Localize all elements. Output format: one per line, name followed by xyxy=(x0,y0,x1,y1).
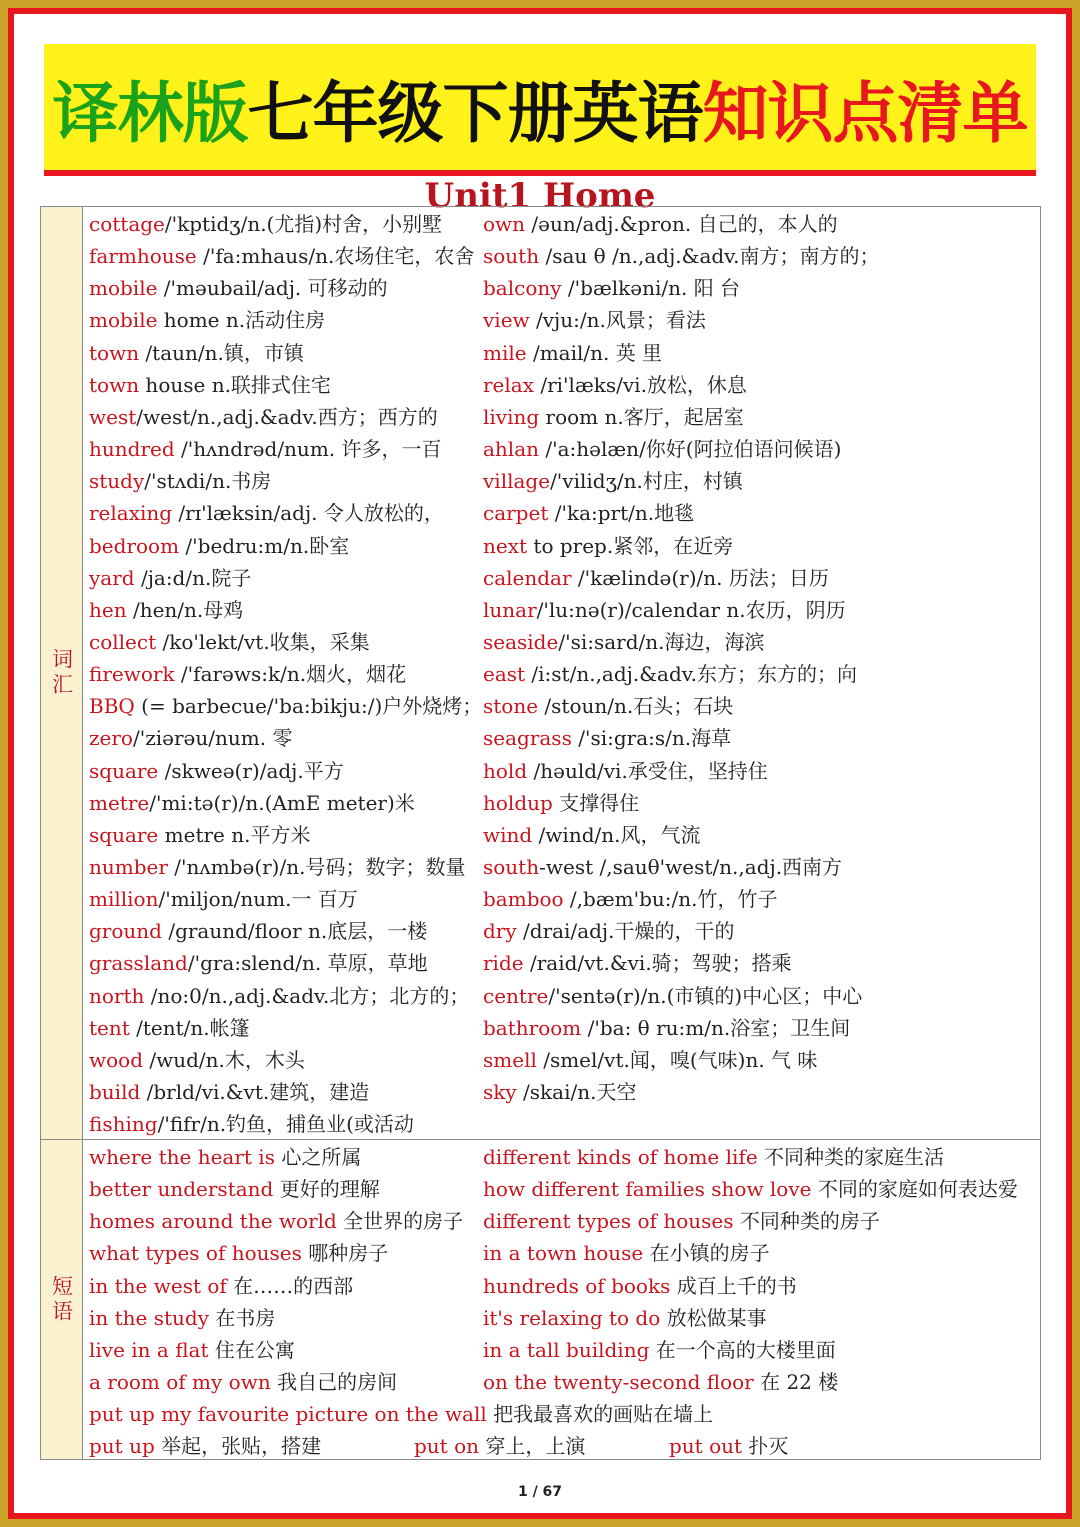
vocab-entry xyxy=(483,370,747,400)
phrase-entry-definition: 把我最喜欢的画贴在墙上 xyxy=(486,1402,714,1427)
vocab-entry-definition: to prep.紧邻，在近旁 xyxy=(527,533,734,558)
vocab-entry xyxy=(483,981,862,1011)
vocab-entry xyxy=(483,531,733,561)
vocab-section-label xyxy=(40,206,83,1140)
phrase-entry xyxy=(669,1431,788,1461)
vocab-entry-term: view xyxy=(483,308,530,333)
vocab-entry-term: balcony xyxy=(483,276,562,301)
phrase-entry-term: hundreds of books xyxy=(483,1273,671,1298)
vocab-entry-term: north xyxy=(89,983,145,1008)
phrase-section xyxy=(83,1139,1041,1460)
vocab-entry xyxy=(89,531,349,561)
vocab-entry-definition: /həuld/vi.承受住，坚持住 xyxy=(527,758,768,783)
phrase-entry-term: different kinds of home life xyxy=(483,1145,758,1169)
vocab-entry-definition: /,bæm'bu:/n.竹，竹子 xyxy=(563,887,778,912)
vocab-entry xyxy=(89,659,406,689)
vocab-entry xyxy=(89,466,271,496)
phrase-entry xyxy=(89,1431,321,1461)
vocab-entry-definition: /raid/vt.&vi.骑；驾驶；搭乘 xyxy=(523,951,792,976)
vocab-entry xyxy=(483,338,662,368)
vocab-entry-term: ahlan xyxy=(483,437,540,462)
page-number: 1 / 67 xyxy=(517,1484,563,1500)
vocab-entry xyxy=(89,691,482,721)
vocab-entry-definition: metre n.平方米 xyxy=(158,822,311,847)
vocab-entry-term: firework xyxy=(89,662,175,687)
vocab-entry-term: mobile xyxy=(89,308,158,333)
vocab-entry-definition: /rɪ'læksin/adj. 令人放松的， xyxy=(172,501,444,526)
vocab-entry-definition: /hen/n.母鸡 xyxy=(126,597,244,622)
vocab-entry xyxy=(89,627,370,657)
vocab-entry xyxy=(483,595,846,625)
phrase-entry xyxy=(483,1303,767,1333)
vocab-entry-definition: /vju:/n.风景；看法 xyxy=(529,308,706,333)
vocab-entry xyxy=(483,884,778,914)
vocab-entry-term: grassland xyxy=(89,951,188,976)
phrase-entry-term: how different families show love xyxy=(483,1177,812,1202)
vocab-entry-definition: /'hʌndrəd/num. 许多，一百 xyxy=(174,437,442,462)
vocab-entry-definition: /stoun/n.石头；石块 xyxy=(538,694,734,719)
phrase-entry-term: where the heart is xyxy=(89,1145,275,1169)
phrase-entry-definition: 成百上千的书 xyxy=(670,1273,797,1298)
vocab-entry-definition: /'sentə(r)/n.(市镇的)中心区；中心 xyxy=(548,983,863,1008)
vocab-entry-term: bedroom xyxy=(89,533,180,558)
phrase-entry xyxy=(483,1206,880,1236)
phrase-entry-term: in a town house xyxy=(483,1241,644,1266)
vocab-entry-definition: /sau θ /n.,adj.&adv.南方；南方的； xyxy=(539,244,880,269)
vocab-entry xyxy=(483,948,792,978)
vocab-entry-definition: /'farəws:k/n.烟火，烟花 xyxy=(174,662,407,687)
phrase-entry-term: live in a flat xyxy=(89,1337,209,1362)
vocab-entry xyxy=(89,820,310,850)
vocab-entry-term: cottage xyxy=(89,212,165,236)
vocab-entry xyxy=(483,691,733,721)
phrase-entry-definition: 举起，张贴，搭建 xyxy=(154,1434,322,1459)
vocab-entry xyxy=(89,434,442,464)
phrase-entry xyxy=(483,1142,944,1172)
vocab-entry-definition: /'ka:prt/n.地毯 xyxy=(548,501,695,526)
vocab-entry-definition: /'gra:slend/n. 草原，草地 xyxy=(187,951,428,976)
vocab-entry-definition: /drai/adj.干燥的，干的 xyxy=(516,919,735,944)
vocab-entry-term: town xyxy=(89,340,140,365)
vocab-entry xyxy=(89,884,358,914)
title-part-grade: 七年级下册英语 xyxy=(247,74,703,152)
vocab-entry-term: own xyxy=(483,212,526,236)
vocab-entry xyxy=(89,563,251,593)
vocab-entry-definition: /'ziərəu/num. 零 xyxy=(132,726,293,751)
title-banner xyxy=(44,44,1036,176)
vocab-entry xyxy=(89,723,292,753)
phrase-entry-definition: 在小镇的房子 xyxy=(643,1241,770,1266)
vocab-entry-definition: /'fifr/n.钓鱼，捕鱼业(或活动 xyxy=(157,1112,414,1137)
vocab-entry-definition: /'fa:mhaus/n.农场住宅，农舍 xyxy=(196,244,475,269)
vocab-entry-term: million xyxy=(89,887,159,912)
vocab-entry xyxy=(89,1077,369,1107)
phrase-entry xyxy=(89,1367,397,1397)
vocab-entry-term: farmhouse xyxy=(89,244,197,269)
phrase-entry-definition: 不同种类的房子 xyxy=(733,1209,880,1234)
vocab-entry-term: mile xyxy=(483,340,527,365)
phrase-entry-definition: 穿上，上演 xyxy=(479,1434,586,1459)
vocab-entry-term: build xyxy=(89,1080,141,1105)
phrase-entry-term: in the west of xyxy=(89,1273,227,1298)
vocab-entry-term: town xyxy=(89,372,140,397)
phrase-entry-definition: 不同的家庭如何表达爱 xyxy=(811,1177,1018,1202)
vocab-entry xyxy=(483,627,765,657)
vocab-entry-term: relaxing xyxy=(89,501,173,526)
vocab-entry-term: living xyxy=(483,404,540,429)
vocab-entry xyxy=(89,498,444,528)
vocab-entry-definition: /taun/n.镇，市镇 xyxy=(139,340,304,365)
phrase-entry xyxy=(483,1238,770,1268)
vocab-entry xyxy=(89,1013,250,1043)
vocab-entry xyxy=(89,402,438,432)
vocab-entry-definition: /'lu:nə(r)/calendar n.农历，阴历 xyxy=(536,597,846,622)
vocab-entry-term: next xyxy=(483,533,528,558)
vocab-entry-definition: /'vilidʒ/n.村庄，村镇 xyxy=(550,469,743,494)
vocab-entry-term: centre xyxy=(483,983,549,1008)
phrase-entry-definition: 在……的西部 xyxy=(226,1273,354,1298)
vocab-entry-definition: /west/n.,adj.&adv.西方；西方的 xyxy=(136,404,438,429)
phrase-entry xyxy=(89,1399,713,1429)
vocab-entry xyxy=(483,466,743,496)
vocab-entry xyxy=(89,273,388,303)
vocab-entry-definition: /'bedru:m/n.卧室 xyxy=(179,533,350,558)
phrase-entry-term: a room of my own xyxy=(89,1370,271,1395)
vocab-entry-definition: /'məubail/adj. 可移动的 xyxy=(157,276,388,301)
vocab-entry-definition: (= barbecue/'ba:bikju:/)户外烧烤； xyxy=(134,694,483,719)
vocab-entry-definition: /smel/vt.闻，嗅(气味)n. 气 味 xyxy=(536,1047,818,1072)
vocab-entry-term: lunar xyxy=(483,597,537,622)
phrase-entry-definition: 不同种类的家庭生活 xyxy=(757,1145,945,1169)
vocab-entry-term: zero xyxy=(89,726,133,751)
vocab-entry xyxy=(89,1045,305,1075)
vocab-entry-definition: /skweə(r)/adj.平方 xyxy=(158,758,344,783)
vocab-entry xyxy=(89,241,474,271)
phrase-entry-term: put up xyxy=(89,1434,155,1459)
vocab-entry-term: number xyxy=(89,855,168,879)
vocab-entry-term: seagrass xyxy=(483,726,572,751)
vocab-entry-definition: /wind/n.风，气流 xyxy=(532,822,701,847)
phrase-entry xyxy=(414,1431,585,1461)
vocab-entry xyxy=(89,595,243,625)
vocab-entry-definition: /'nʌmbə(r)/n.号码；数字；数量 xyxy=(167,855,466,879)
vocab-entry xyxy=(89,981,469,1011)
phrase-entry-term: better understand xyxy=(89,1177,274,1202)
vocab-entry-definition: /'a:həlæn/你好(阿拉伯语问候语) xyxy=(539,437,842,462)
vocab-entry-term: bathroom xyxy=(483,1015,582,1040)
vocab-section xyxy=(83,206,1041,1140)
vocab-entry-definition: /'si:gra:s/n.海草 xyxy=(571,726,732,751)
vocab-entry-definition: /'bælkəni/n. 阳 台 xyxy=(561,276,741,301)
phrase-entry-term: on the twenty-second floor xyxy=(483,1370,754,1395)
vocab-entry-definition: house n.联排式住宅 xyxy=(139,372,331,397)
phrase-entry-definition: 在书房 xyxy=(209,1305,276,1330)
vocab-entry xyxy=(89,370,331,400)
document-page xyxy=(14,14,1066,1513)
vocab-entry-definition: /no:0/n.,adj.&adv.北方；北方的； xyxy=(144,983,470,1008)
vocab-entry-term: square xyxy=(89,822,159,847)
phrase-entry-definition: 全世界的房子 xyxy=(336,1209,464,1234)
phrase-entry-term: put up my favourite picture on the wall xyxy=(89,1402,487,1427)
vocab-entry xyxy=(483,273,740,303)
phrase-section-label xyxy=(40,1139,83,1460)
title-part-publisher: 译林版 xyxy=(52,74,248,152)
vocab-entry-definition: /'stʌdi/n.书房 xyxy=(144,469,272,494)
vocab-entry xyxy=(89,1109,414,1139)
vocab-entry-definition: /'si:sard/n.海边，海滨 xyxy=(558,629,765,654)
vocab-entry xyxy=(89,916,427,946)
vocab-entry-term: village xyxy=(483,469,551,494)
vocab-entry-definition: /'kptidʒ/n.(尤指)村舍，小别墅 xyxy=(164,212,443,236)
vocab-entry-definition: /'mi:tə(r)/n.(AmE meter)米 xyxy=(149,790,415,815)
phrase-entry xyxy=(89,1238,388,1268)
phrase-label-text: 短语 xyxy=(49,1274,74,1325)
vocab-entry-term: BBQ xyxy=(89,694,135,719)
vocab-entry xyxy=(483,209,838,239)
vocab-entry-definition: /'ba: θ ru:m/n.浴室；卫生间 xyxy=(581,1015,851,1040)
vocab-entry-term: sky xyxy=(483,1080,517,1105)
phrase-entry-term: put out xyxy=(669,1434,743,1459)
phrase-entry-definition: 哪种房子 xyxy=(301,1241,389,1266)
vocab-entry-term: ride xyxy=(483,951,524,976)
vocab-entry-definition: /əun/adj.&pron. 自己的，本人的 xyxy=(525,212,838,236)
vocab-entry-term: hen xyxy=(89,597,127,622)
phrase-entry-term: in a tall building xyxy=(483,1337,650,1362)
phrase-entry-term: put on xyxy=(414,1434,479,1459)
vocab-entry xyxy=(483,916,734,946)
vocab-entry-definition: /i:st/n.,adj.&adv.东方；东方的；向 xyxy=(525,662,858,687)
vocab-entry xyxy=(483,1013,850,1043)
vocab-entry xyxy=(89,209,442,239)
vocab-entry-term: metre xyxy=(89,790,150,815)
title-part-checklist: 知识点清单 xyxy=(702,74,1028,152)
phrase-entry-definition: 我自己的房间 xyxy=(270,1370,398,1395)
phrase-entry xyxy=(89,1206,463,1236)
phrase-entry-term: homes around the world xyxy=(89,1209,337,1234)
vocab-entry-term: dry xyxy=(483,919,517,944)
vocab-entry xyxy=(483,659,857,689)
vocab-entry-term: mobile xyxy=(89,276,158,301)
vocab-entry-definition: /brld/vi.&vt.建筑，建造 xyxy=(140,1080,370,1105)
vocab-entry-term: hundred xyxy=(89,437,175,462)
vocab-entry-definition: /ri'læks/vi.放松，休息 xyxy=(534,372,747,397)
vocab-entry-definition: /skai/n.天空 xyxy=(516,1080,637,1105)
phrase-entry-definition: 住在公寓 xyxy=(208,1337,295,1362)
vocab-entry-term: hold xyxy=(483,758,528,783)
vocab-entry-term: tent xyxy=(89,1015,130,1040)
vocab-entry-term: east xyxy=(483,662,526,687)
unit-title: Unit1 Home xyxy=(424,176,656,216)
vocab-entry xyxy=(483,820,700,850)
vocab-entry-definition: /'miljon/num.一 百万 xyxy=(158,887,358,912)
vocab-entry xyxy=(483,723,731,753)
phrase-entry xyxy=(89,1271,353,1301)
phrase-entry xyxy=(89,1174,380,1204)
phrase-entry xyxy=(89,1303,275,1333)
vocab-entry-term: stone xyxy=(483,694,539,719)
phrase-entry xyxy=(89,1335,295,1365)
vocab-entry-definition: /wud/n.木，木头 xyxy=(143,1047,305,1072)
vocab-entry-term: wood xyxy=(89,1047,144,1072)
vocab-entry-term: smell xyxy=(483,1047,537,1072)
vocab-entry-term: calendar xyxy=(483,565,572,590)
phrase-entry xyxy=(483,1174,1018,1204)
phrase-entry-term: different types of houses xyxy=(483,1209,734,1234)
vocab-entry xyxy=(483,402,744,432)
vocab-entry xyxy=(89,338,304,368)
vocab-entry-definition: 支撑得住 xyxy=(552,790,640,815)
vocab-entry-definition: /graund/floor n.底层，一楼 xyxy=(161,919,428,944)
vocab-entry-term: carpet xyxy=(483,501,549,526)
phrase-entry-definition: 心之所属 xyxy=(274,1145,362,1169)
phrase-entry-definition: 更好的理解 xyxy=(273,1177,380,1202)
vocab-entry xyxy=(89,756,344,786)
vocab-entry xyxy=(483,1045,817,1075)
vocab-entry xyxy=(483,852,842,882)
vocab-entry-definition: /tent/n.帐篷 xyxy=(129,1015,250,1040)
vocab-entry-definition: room n.客厅，起居室 xyxy=(539,404,744,429)
vocab-entry xyxy=(483,305,706,335)
vocab-entry-term: bamboo xyxy=(483,887,564,912)
vocab-entry-term: ground xyxy=(89,919,162,944)
vocab-entry-term: holdup xyxy=(483,790,553,815)
vocab-entry xyxy=(89,305,325,335)
phrase-entry-term: it's relaxing to do xyxy=(483,1305,661,1330)
phrase-entry-term: what types of houses xyxy=(89,1241,302,1266)
vocab-entry-term: south xyxy=(483,244,540,269)
vocab-entry-definition: home n.活动住房 xyxy=(157,308,326,333)
vocab-entry-definition: /mail/n. 英 里 xyxy=(526,340,663,365)
vocab-entry-term: fishing xyxy=(89,1112,158,1137)
vocab-entry xyxy=(89,948,428,978)
vocab-entry-term: seaside xyxy=(483,629,559,654)
phrase-entry xyxy=(483,1367,838,1397)
vocab-entry xyxy=(483,563,829,593)
vocab-entry xyxy=(483,788,639,818)
phrase-entry-definition: 放松做某事 xyxy=(660,1305,767,1330)
vocab-entry xyxy=(483,756,768,786)
vocab-entry-term: west xyxy=(89,404,137,429)
vocab-entry-term: relax xyxy=(483,372,534,397)
vocab-entry-term: south xyxy=(483,855,540,879)
vocab-entry-term: square xyxy=(89,758,159,783)
vocab-entry xyxy=(89,852,465,882)
phrase-entry-definition: 在一个高的大楼里面 xyxy=(649,1337,836,1362)
vocab-entry xyxy=(483,1077,636,1107)
vocab-entry xyxy=(483,241,879,271)
vocab-entry-term: wind xyxy=(483,822,533,847)
vocab-entry-definition: /'kælində(r)/n. 历法；日历 xyxy=(571,565,829,590)
vocab-entry-term: yard xyxy=(89,565,135,590)
phrase-entry xyxy=(483,1335,836,1365)
vocab-label-text: 词汇 xyxy=(49,648,74,698)
vocab-entry xyxy=(483,498,694,528)
vocab-entry xyxy=(89,788,415,818)
phrase-entry-definition: 在 22 楼 xyxy=(753,1370,839,1395)
phrase-entry-term: in the study xyxy=(89,1305,210,1330)
vocab-entry xyxy=(483,434,841,464)
phrase-entry xyxy=(483,1271,797,1301)
phrase-entry xyxy=(89,1142,361,1172)
phrase-entry-definition: 扑灭 xyxy=(742,1434,789,1459)
vocab-entry-term: study xyxy=(89,469,145,494)
vocab-entry-definition: -west /,sauθ'west/n.,adj.西南方 xyxy=(539,855,843,879)
vocab-entry-definition: /ko'lekt/vt.收集，采集 xyxy=(156,629,370,654)
vocab-entry-definition: /ja:d/n.院子 xyxy=(134,565,252,590)
vocab-entry-term: collect xyxy=(89,629,157,654)
